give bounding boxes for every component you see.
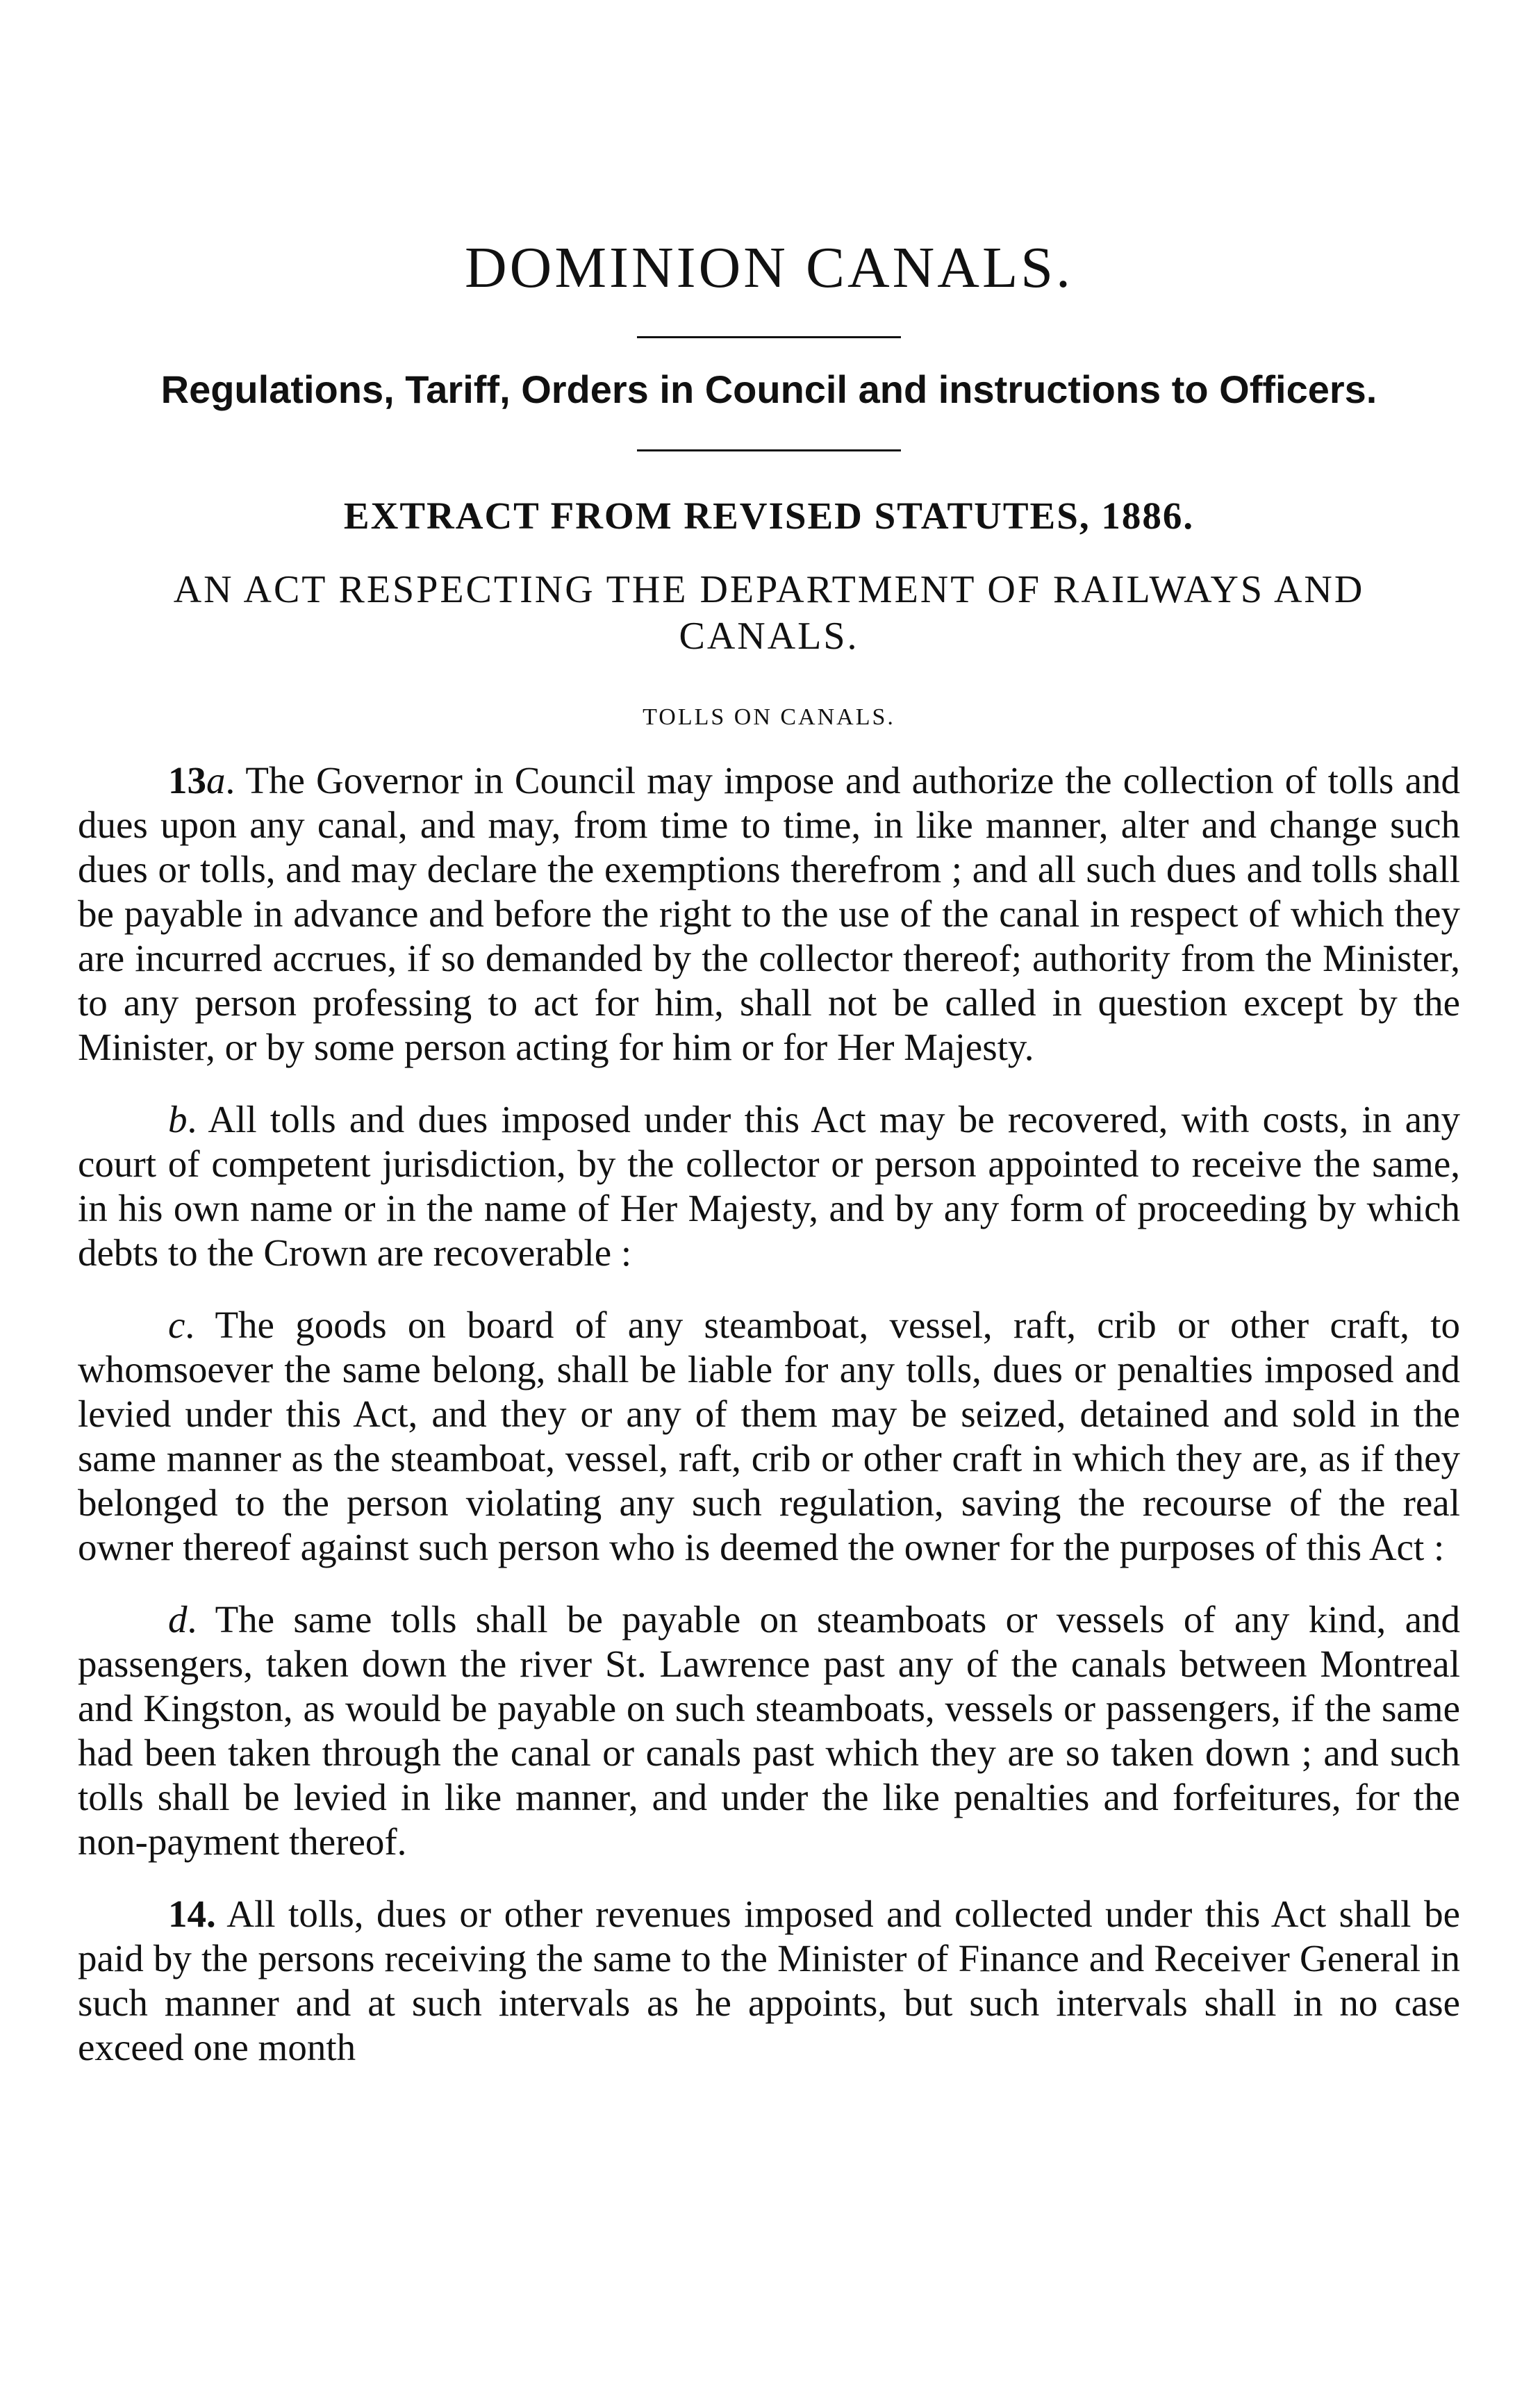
document-page bbox=[78, 236, 1460, 2098]
subtitle-divider bbox=[637, 449, 901, 451]
section-number: 14. bbox=[168, 1892, 216, 1935]
section-number: 13 bbox=[168, 758, 206, 802]
title-divider bbox=[637, 336, 901, 338]
document-subtitle: Regulations, Tariff, Orders in Council and instructions to Officers. bbox=[160, 367, 1377, 412]
paragraph-c bbox=[78, 1303, 1460, 1570]
paragraph-text: . All tolls and dues imposed under this Act may be recovered, with costs, in any court of competent jurisdiction, by the collector or person appointed to receive the same, in his own name or in the name of Her Majesty, and by any form of proceeding by which debts to the Crown are recoverable : bbox=[78, 1097, 1460, 1274]
paragraph-text: . The goods on board of any steamboat, vessel, raft, crib or other craft, to whomsoever the same belong, shall be liable for any tolls, dues or penalties imposed and levied under this Act, and they or any of them may be seized, detained and sold in the same manner as the steamboat, vessel, raft, crib or other craft in which they are, as if they belonged to the person violating any such regulation, saving the recourse of the real owner thereof against such person who is deemed the owner for the purposes of this Act : bbox=[78, 1303, 1460, 1568]
paragraph-text: . The Governor in Council may impose and authorize the collection of tolls and dues upon any canal, and may, from time to time, in like manner, alter and change such dues or tolls, and may declare the exemptions therefrom ; and all such dues and tolls shall be payable in advance and before the right to the use of the canal in respect of which they are incurred accrues, if so demanded by the collector thereof; authority from the Minister, to any person professing to act for him, shall not be called in question except by the Minister, or by some person acting for him or for Her Majesty. bbox=[78, 758, 1460, 1068]
subsection-letter: a bbox=[206, 758, 226, 802]
paragraph-text: All tolls, dues or other revenues imposed and collected under this Act shall be paid by the persons receiving the same to the Minister of Finance and Receiver General in such manner and at such intervals as he appoints, but such intervals shall in no case exceed one month bbox=[78, 1892, 1460, 2068]
act-title: AN ACT RESPECTING THE DEPARTMENT OF RAILWAYS AND CANALS. bbox=[173, 567, 1365, 658]
subsection-letter: d bbox=[168, 1597, 188, 1641]
subsection-letter: b bbox=[168, 1097, 188, 1140]
document-title: DOMINION CANALS. bbox=[465, 235, 1073, 300]
extract-heading: EXTRACT FROM REVISED STATUTES, 1886. bbox=[343, 494, 1195, 537]
paragraph-b bbox=[78, 1097, 1460, 1275]
paragraph-d bbox=[78, 1597, 1460, 1864]
paragraph-13a bbox=[78, 758, 1460, 1070]
section-heading: TOLLS ON CANALS. bbox=[643, 704, 895, 730]
paragraph-text: . The same tolls shall be payable on steamboats or vessels of any kind, and passengers, taken down the river St. Lawrence past any of the canals between Montreal and Kingston, as would be payable on such steamboats, vessels or passengers, if the same had been taken through the canal or canals past which they are so taken down ; and such tolls shall be levied in like manner, and under the like penalties and forfeitures, for the non-payment thereof. bbox=[78, 1597, 1460, 1863]
subsection-letter: c bbox=[168, 1303, 185, 1346]
paragraph-14 bbox=[78, 1892, 1460, 2070]
